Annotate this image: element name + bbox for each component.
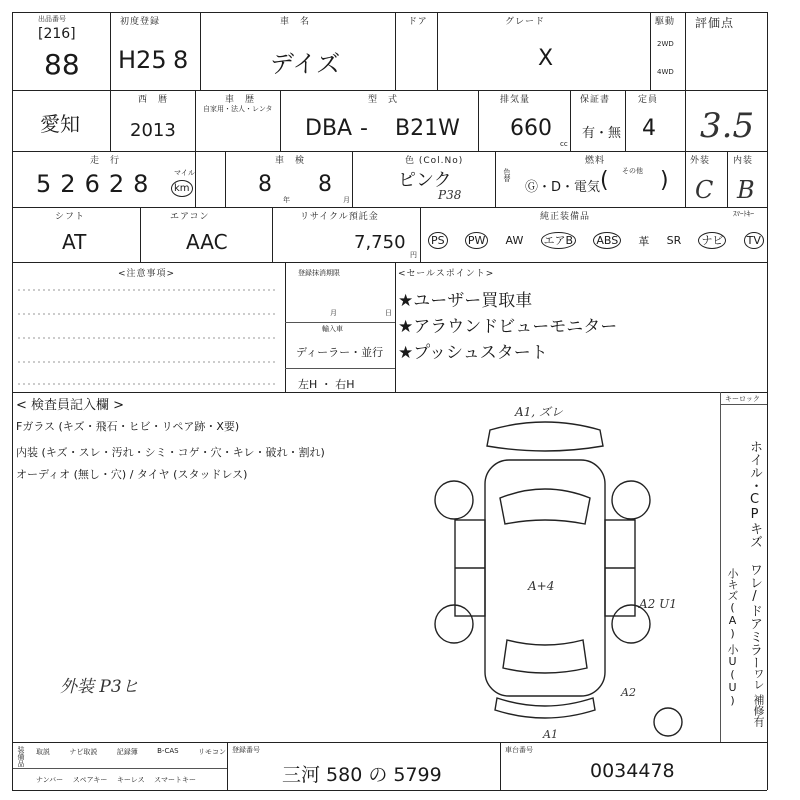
ac: AAC bbox=[186, 230, 228, 254]
type-label: 型 式 bbox=[368, 95, 399, 105]
footer-item: キーレス bbox=[116, 776, 145, 784]
score-label: 評価点 bbox=[695, 16, 735, 30]
inspection-year-unit: 年 bbox=[283, 196, 290, 204]
model-label: 車 名 bbox=[280, 17, 311, 27]
year-label: 西 暦 bbox=[138, 95, 169, 105]
mileage-digit: 5 bbox=[36, 170, 52, 198]
inspector-title: < 検査員記入欄 > bbox=[16, 398, 125, 413]
grade: X bbox=[538, 46, 554, 71]
recycle-unit: 円 bbox=[410, 251, 417, 259]
shift: AT bbox=[62, 230, 87, 254]
exterior-grade: C bbox=[695, 176, 714, 204]
fuel-close-paren: ) bbox=[660, 168, 669, 193]
wheel-front-left bbox=[435, 481, 473, 519]
sales-point-2: ★アラウンドビューモニター bbox=[398, 317, 618, 337]
steering-value: 左H ・ 右H bbox=[298, 378, 355, 391]
body-outline bbox=[485, 460, 605, 696]
lot-number: 88 bbox=[44, 48, 80, 81]
mileage-digit: 2 bbox=[108, 170, 125, 198]
sales-point-1: ★ユーザー買取車 bbox=[398, 291, 533, 311]
ac-label: エアコン bbox=[170, 212, 210, 222]
diagram-rear-right-note: A2 bbox=[621, 686, 636, 699]
footer-item: スマートキー bbox=[154, 776, 196, 784]
footer-item: 取説 bbox=[36, 748, 50, 756]
location: 愛知 bbox=[40, 112, 80, 136]
drive-label: 駆動 bbox=[655, 17, 676, 27]
side-legend-columns bbox=[724, 568, 740, 707]
capacity: 4 bbox=[642, 116, 656, 141]
shift-label: シフト bbox=[55, 212, 86, 222]
plate: 三河 580 の 5799 bbox=[282, 764, 442, 786]
equipment-item: ナビ bbox=[698, 232, 726, 249]
lot-label: 出品番号 bbox=[38, 15, 66, 23]
diagram-front-note: A1, ズレ bbox=[515, 405, 563, 419]
inspection-year: 8 bbox=[258, 172, 272, 197]
inspection-month: 8 bbox=[318, 172, 332, 197]
first-reg-label: 初度登録 bbox=[120, 17, 161, 27]
side-legend-text: ホイル・CPキズ ワレ/ドアミラー bbox=[747, 440, 762, 669]
color-no: P38 bbox=[438, 188, 462, 202]
footer-items-top bbox=[36, 747, 226, 757]
displacement-label: 排気量 bbox=[500, 95, 531, 105]
plate-label: 登録番号 bbox=[232, 746, 260, 754]
footer-item: ナビ取説 bbox=[69, 748, 98, 756]
model-name: デイズ bbox=[270, 50, 341, 78]
equipment-item: PS bbox=[428, 232, 448, 249]
first-reg-month: 8 bbox=[173, 46, 189, 74]
fuel-label: 燃料 bbox=[585, 156, 606, 166]
warranty: 有・無 bbox=[582, 126, 622, 141]
lot-bracket: [216] bbox=[38, 26, 76, 42]
front-bumper-outline bbox=[487, 422, 603, 451]
reg-month: 月 bbox=[330, 309, 337, 317]
reg-expiry-label: 登録抹消期限 bbox=[298, 269, 340, 277]
first-reg-era: H25 bbox=[118, 46, 167, 74]
mileage-unit-km: km bbox=[171, 180, 193, 197]
color: ピンク bbox=[398, 170, 452, 191]
fuel-options: Ⓖ・D・電気 bbox=[525, 180, 601, 195]
diagram-center-note: A+4 bbox=[528, 579, 555, 593]
fuel-open-paren: ( bbox=[600, 168, 609, 193]
spare-tire bbox=[654, 708, 682, 736]
sales-label: <セールスポイント> bbox=[398, 269, 495, 279]
reg-day: 日 bbox=[385, 309, 392, 317]
mileage-label: 走 行 bbox=[90, 156, 121, 166]
side-legend-columns-2 bbox=[750, 668, 766, 727]
interior-grade: B bbox=[737, 176, 755, 204]
import-value: ディーラー・並行 bbox=[296, 346, 384, 359]
displacement-unit: cc bbox=[560, 140, 568, 148]
drive-2wd: 2WD bbox=[657, 40, 674, 48]
recycle-label: リサイクル預託金 bbox=[300, 212, 379, 222]
diagram-side-note: A2 U1 bbox=[639, 597, 677, 611]
equipment-list bbox=[428, 232, 764, 249]
footer-item: リモコン bbox=[197, 748, 226, 756]
type-prefix: DBA bbox=[305, 116, 353, 141]
mileage-digit: 8 bbox=[133, 170, 149, 198]
exterior-label: 外装 bbox=[690, 156, 711, 166]
footer-items-bottom bbox=[36, 775, 196, 785]
wheel-front-right bbox=[612, 481, 650, 519]
year: 2013 bbox=[130, 120, 176, 141]
import-label: 輸入車 bbox=[322, 325, 343, 333]
caution-dashed-lines bbox=[14, 278, 282, 388]
rear-window-outline bbox=[503, 640, 587, 673]
footer-item: B-CAS bbox=[157, 747, 179, 755]
type-code: B21W bbox=[395, 116, 460, 141]
color-label: 色 (Col.No) bbox=[405, 156, 464, 166]
equipment-item: AW bbox=[505, 234, 524, 247]
interior-label: 内装 bbox=[733, 156, 754, 166]
mileage-digits bbox=[36, 170, 148, 198]
wheel-rear-left bbox=[435, 605, 473, 643]
diagram-rear-note: A1 bbox=[543, 728, 558, 740]
fuel-other: その他 bbox=[622, 167, 643, 175]
inspector-line-1: Fガラス (キズ・飛石・ヒビ・リペア跡・X要) bbox=[16, 420, 240, 433]
history-label: 車 歴 bbox=[225, 95, 256, 105]
chassis-label: 車台番号 bbox=[505, 746, 533, 754]
history-sub: 自家用・法人・レンタ bbox=[203, 105, 273, 113]
footer-item: 記録簿 bbox=[116, 748, 138, 756]
chassis: 0034478 bbox=[590, 760, 675, 782]
windshield-outline bbox=[500, 489, 590, 524]
caution-label: <注意事項> bbox=[118, 269, 176, 279]
equipment-extra-label: ｽﾏｰﾄｷｰ bbox=[733, 210, 754, 218]
warranty-label: 保証書 bbox=[580, 95, 611, 105]
equipment-item: TV bbox=[744, 232, 764, 249]
grade-label: グレード bbox=[505, 17, 546, 27]
legend-dent: 小U(U) bbox=[726, 644, 739, 707]
inspector-handwritten-note: 外装 P3ヒ bbox=[60, 677, 139, 697]
drive-4wd: 4WD bbox=[657, 68, 674, 76]
score: 3.5 bbox=[700, 106, 755, 146]
equipment-item: 革 bbox=[638, 234, 650, 248]
displacement: 660 bbox=[510, 116, 552, 141]
car-damage-diagram bbox=[425, 400, 715, 740]
legend-repaired: 補修有 bbox=[752, 694, 765, 727]
type-dash: - bbox=[360, 116, 368, 141]
equipment-item: SR bbox=[666, 234, 682, 247]
capacity-label: 定員 bbox=[638, 95, 659, 105]
footer-item: スペアキー bbox=[72, 776, 108, 784]
rear-bumper-outline bbox=[495, 698, 595, 718]
legend-scratch: 小キズ(A) bbox=[726, 568, 739, 640]
sales-point-3: ★プッシュスタート bbox=[398, 343, 548, 363]
legend-crack: ワレ bbox=[752, 668, 765, 690]
color-change-label: 色替 bbox=[503, 168, 511, 182]
equipment-item: ABS bbox=[593, 232, 621, 249]
inspection-label: 車 検 bbox=[275, 156, 306, 166]
keylock-label: キーロック bbox=[725, 395, 760, 403]
equipment-label: 純正装備品 bbox=[540, 212, 591, 222]
mileage-digit: 6 bbox=[84, 170, 100, 198]
equipment-item: エアB bbox=[541, 232, 577, 249]
footer-item: ナンバー bbox=[36, 776, 64, 784]
recycle: 7,750 bbox=[354, 232, 406, 253]
inspector-line-2: 内装 (キズ・スレ・汚れ・シミ・コゲ・穴・キレ・破れ・割れ) bbox=[16, 446, 325, 459]
equipment-item: PW bbox=[465, 232, 489, 249]
mileage-digit: 2 bbox=[60, 170, 76, 198]
doors-label: ドア bbox=[408, 17, 428, 27]
footer-left-label: 装備品 bbox=[17, 746, 25, 767]
inspector-line-3: オーディオ (無し・穴) / タイヤ (スタッドレス) bbox=[16, 468, 248, 481]
inspection-month-unit: 月 bbox=[343, 196, 350, 204]
mileage-unit-mile: マイル bbox=[174, 169, 195, 177]
